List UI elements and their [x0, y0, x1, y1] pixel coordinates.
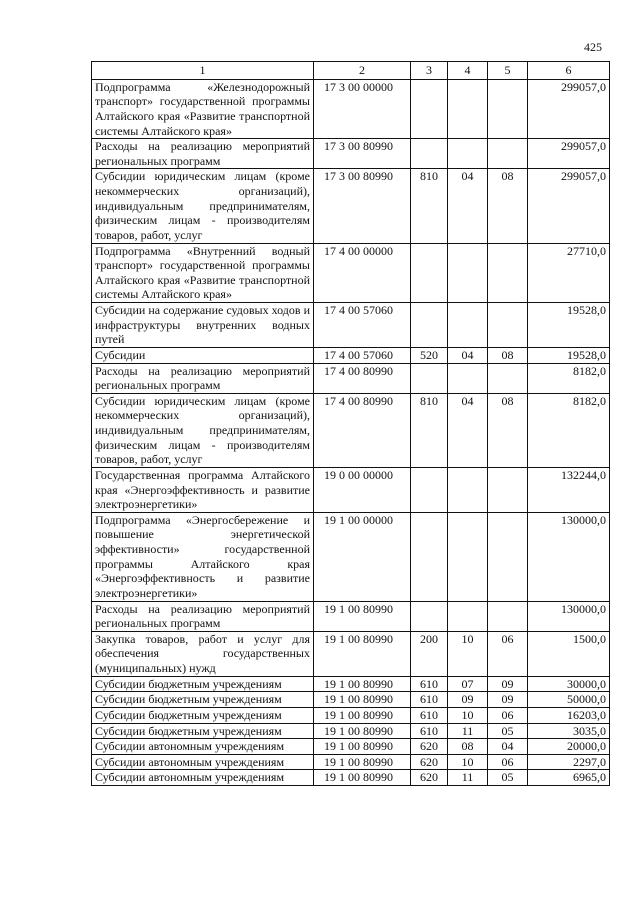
subsection-cell — [488, 243, 528, 303]
target-code-cell: 19 1 00 00000 — [314, 512, 411, 601]
target-code-cell: 19 1 00 80990 — [314, 676, 411, 692]
section-cell — [448, 363, 488, 393]
expense-type-cell: 610 — [411, 723, 448, 739]
item-name-cell: Субсидии юридическим лицам (кроме некоммерческих организаций), индивидуальным предпринимателям, физическим лицам - производителям товаров, работ, услуг — [92, 169, 314, 243]
column-header-4: 4 — [448, 62, 488, 80]
section-cell — [448, 512, 488, 601]
amount-cell: 2297,0 — [528, 754, 610, 770]
item-name-cell: Субсидии автономным учреждениям — [92, 739, 314, 755]
item-name-cell: Подпрограмма «Энергосбережение и повышение энергетической эффективности» государственной программы Алтайского края «Энергоэффективность и развитие электроэнергетики» — [92, 512, 314, 601]
subsection-cell: 08 — [488, 393, 528, 467]
item-name-cell: Субсидии автономным учреждениям — [92, 770, 314, 786]
table-header-row — [92, 62, 610, 80]
target-code-cell: 19 0 00 00000 — [314, 467, 411, 512]
subsection-cell: 06 — [488, 707, 528, 723]
amount-cell: 130000,0 — [528, 601, 610, 631]
expense-type-cell: 810 — [411, 169, 448, 243]
table-row — [92, 676, 610, 692]
target-code-cell: 17 3 00 00000 — [314, 79, 411, 139]
target-code-cell: 19 1 00 80990 — [314, 770, 411, 786]
amount-cell: 19528,0 — [528, 347, 610, 363]
amount-cell: 299057,0 — [528, 169, 610, 243]
table-row — [92, 739, 610, 755]
section-cell — [448, 243, 488, 303]
column-header-2: 2 — [314, 62, 411, 80]
expense-type-cell — [411, 601, 448, 631]
table-row — [92, 631, 610, 676]
subsection-cell: 06 — [488, 631, 528, 676]
section-cell: 10 — [448, 754, 488, 770]
amount-cell: 27710,0 — [528, 243, 610, 303]
table-row — [92, 169, 610, 243]
expense-type-cell — [411, 139, 448, 169]
column-header-6: 6 — [528, 62, 610, 80]
amount-cell: 3035,0 — [528, 723, 610, 739]
column-header-1: 1 — [92, 62, 314, 80]
item-name-cell: Государственная программа Алтайского края «Энергоэффективность и развитие электроэнергетики» — [92, 467, 314, 512]
section-cell: 08 — [448, 739, 488, 755]
section-cell: 11 — [448, 770, 488, 786]
target-code-cell: 17 4 00 80990 — [314, 363, 411, 393]
subsection-cell — [488, 467, 528, 512]
section-cell: 04 — [448, 393, 488, 467]
amount-cell: 20000,0 — [528, 739, 610, 755]
table-row — [92, 79, 610, 139]
expense-type-cell: 620 — [411, 754, 448, 770]
amount-cell: 16203,0 — [528, 707, 610, 723]
amount-cell: 8182,0 — [528, 393, 610, 467]
item-name-cell: Расходы на реализацию мероприятий региональных программ — [92, 139, 314, 169]
target-code-cell: 19 1 00 80990 — [314, 739, 411, 755]
table-row — [92, 363, 610, 393]
target-code-cell: 17 4 00 80990 — [314, 393, 411, 467]
item-name-cell: Закупка товаров, работ и услуг для обеспечения государственных (муниципальных) нужд — [92, 631, 314, 676]
item-name-cell: Субсидии автономным учреждениям — [92, 754, 314, 770]
section-cell: 10 — [448, 707, 488, 723]
amount-cell: 299057,0 — [528, 79, 610, 139]
subsection-cell: 08 — [488, 347, 528, 363]
item-name-cell: Субсидии на содержание судовых ходов и инфраструктуры внутренних водных путей — [92, 303, 314, 348]
table-row — [92, 467, 610, 512]
section-cell — [448, 601, 488, 631]
table-row — [92, 723, 610, 739]
section-cell — [448, 467, 488, 512]
subsection-cell: 04 — [488, 739, 528, 755]
section-cell — [448, 139, 488, 169]
item-name-cell: Субсидии бюджетным учреждениям — [92, 723, 314, 739]
item-name-cell: Субсидии юридическим лицам (кроме некоммерческих организаций), индивидуальным предпринимателям, физическим лицам - производителям товаров, работ, услуг — [92, 393, 314, 467]
item-name-cell: Субсидии — [92, 347, 314, 363]
subsection-cell — [488, 363, 528, 393]
subsection-cell: 05 — [488, 770, 528, 786]
section-cell: 04 — [448, 347, 488, 363]
item-name-cell: Расходы на реализацию мероприятий региональных программ — [92, 363, 314, 393]
item-name-cell: Расходы на реализацию мероприятий региональных программ — [92, 601, 314, 631]
expense-type-cell — [411, 363, 448, 393]
budget-table — [91, 61, 610, 786]
target-code-cell: 19 1 00 80990 — [314, 601, 411, 631]
subsection-cell: 06 — [488, 754, 528, 770]
expense-type-cell: 610 — [411, 692, 448, 708]
table-row — [92, 512, 610, 601]
expense-type-cell: 620 — [411, 739, 448, 755]
subsection-cell: 09 — [488, 692, 528, 708]
amount-cell: 130000,0 — [528, 512, 610, 601]
amount-cell: 8182,0 — [528, 363, 610, 393]
expense-type-cell: 520 — [411, 347, 448, 363]
section-cell: 10 — [448, 631, 488, 676]
table-row — [92, 692, 610, 708]
expense-type-cell: 620 — [411, 770, 448, 786]
section-cell — [448, 303, 488, 348]
page-number: 425 — [584, 40, 602, 54]
column-header-5: 5 — [488, 62, 528, 80]
table-row — [92, 707, 610, 723]
amount-cell: 19528,0 — [528, 303, 610, 348]
item-name-cell: Субсидии бюджетным учреждениям — [92, 676, 314, 692]
target-code-cell: 17 4 00 57060 — [314, 347, 411, 363]
item-name-cell: Субсидии бюджетным учреждениям — [92, 692, 314, 708]
amount-cell: 50000,0 — [528, 692, 610, 708]
table-row — [92, 243, 610, 303]
table-row — [92, 139, 610, 169]
subsection-cell — [488, 303, 528, 348]
amount-cell: 299057,0 — [528, 139, 610, 169]
section-cell: 09 — [448, 692, 488, 708]
target-code-cell: 17 4 00 00000 — [314, 243, 411, 303]
target-code-cell: 19 1 00 80990 — [314, 707, 411, 723]
table-row — [92, 754, 610, 770]
subsection-cell — [488, 79, 528, 139]
expense-type-cell: 610 — [411, 676, 448, 692]
table-row — [92, 770, 610, 786]
table-row — [92, 393, 610, 467]
target-code-cell: 19 1 00 80990 — [314, 692, 411, 708]
item-name-cell: Подпрограмма «Внутренний водный транспорт» государственной программы Алтайского края «Развитие транспортной системы Алтайского края» — [92, 243, 314, 303]
target-code-cell: 19 1 00 80990 — [314, 723, 411, 739]
table-row — [92, 601, 610, 631]
expense-type-cell — [411, 303, 448, 348]
expense-type-cell: 610 — [411, 707, 448, 723]
item-name-cell: Подпрограмма «Железнодорожный транспорт» государственной программы Алтайского края «Развитие транспортной системы Алтайского края» — [92, 79, 314, 139]
target-code-cell: 19 1 00 80990 — [314, 631, 411, 676]
subsection-cell: 08 — [488, 169, 528, 243]
target-code-cell: 19 1 00 80990 — [314, 754, 411, 770]
section-cell: 07 — [448, 676, 488, 692]
target-code-cell: 17 4 00 57060 — [314, 303, 411, 348]
expense-type-cell: 810 — [411, 393, 448, 467]
table-row — [92, 303, 610, 348]
amount-cell: 30000,0 — [528, 676, 610, 692]
subsection-cell — [488, 139, 528, 169]
expense-type-cell — [411, 243, 448, 303]
expense-type-cell: 200 — [411, 631, 448, 676]
expense-type-cell — [411, 79, 448, 139]
subsection-cell: 09 — [488, 676, 528, 692]
target-code-cell: 17 3 00 80990 — [314, 139, 411, 169]
subsection-cell — [488, 601, 528, 631]
expense-type-cell — [411, 512, 448, 601]
amount-cell: 6965,0 — [528, 770, 610, 786]
amount-cell: 1500,0 — [528, 631, 610, 676]
expense-type-cell — [411, 467, 448, 512]
target-code-cell: 17 3 00 80990 — [314, 169, 411, 243]
table-body — [92, 79, 610, 785]
section-cell: 11 — [448, 723, 488, 739]
section-cell — [448, 79, 488, 139]
amount-cell: 132244,0 — [528, 467, 610, 512]
section-cell: 04 — [448, 169, 488, 243]
column-header-3: 3 — [411, 62, 448, 80]
subsection-cell — [488, 512, 528, 601]
item-name-cell: Субсидии бюджетным учреждениям — [92, 707, 314, 723]
table-row — [92, 347, 610, 363]
subsection-cell: 05 — [488, 723, 528, 739]
